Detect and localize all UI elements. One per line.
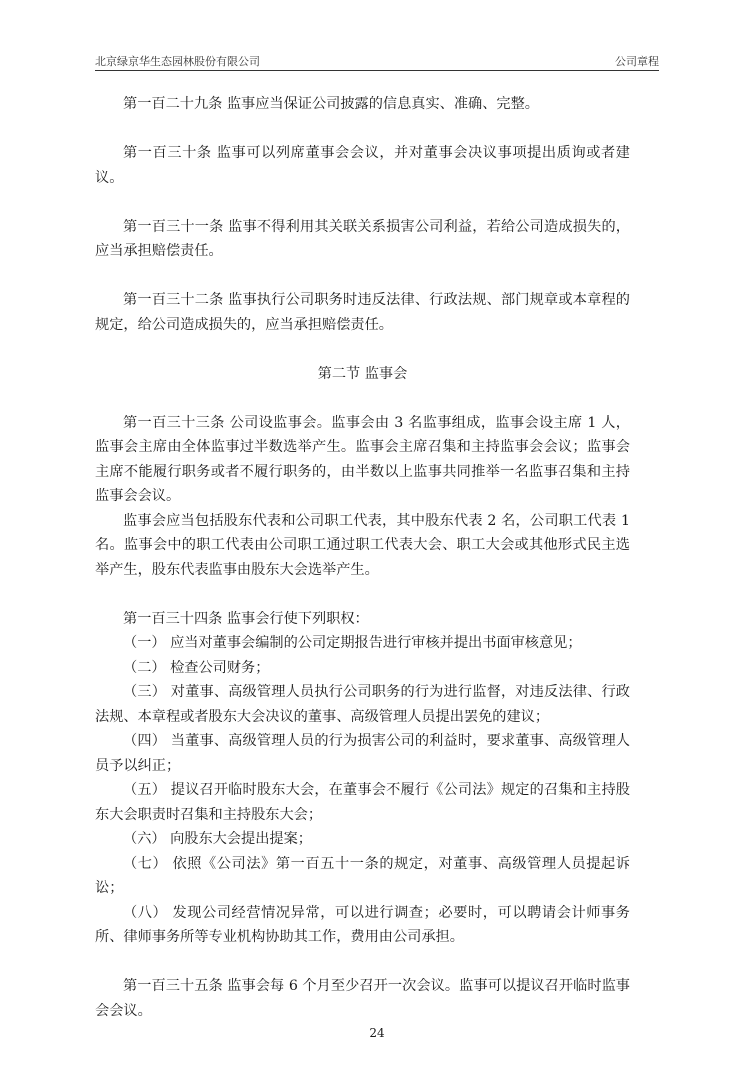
article-135: 第一百三十五条 监事会每 6 个月至少召开一次会议。监事可以提议召开临时监事会会议。 — [95, 978, 630, 1019]
article-132: 第一百三十二条 监事执行公司职务时违反法律、行政法规、部门规章或本章程的规定，给公司造成损失的，应当承担赔偿责任。 — [95, 292, 630, 333]
article-134-item: （三） 对董事、高级管理人员执行公司职务的行为进行监督，对违反法律、行政法规、本章程或者股东大会决议的董事、高级管理人员提出罢免的建议； — [95, 684, 630, 725]
article-133-paragraph-2: 监事会应当包括股东代表和公司职工代表，其中股东代表 2 名，公司职工代表 1 名。监事会中的职工代表由公司职工通过职工代表大会、职工大会或其他形式民主选举产生，股东代表监事由股东大会选举产生。 — [95, 512, 630, 578]
document-body — [95, 92, 630, 1023]
article-134-item: （四） 当董事、高级管理人员的行为损害公司的利益时，要求董事、高级管理人员予以纠正； — [95, 733, 630, 774]
section-title: 第二节 监事会 — [317, 365, 408, 382]
article-134-item: （六） 向股东大会提出提案； — [123, 831, 312, 847]
page-header — [95, 52, 659, 71]
article-134-item: （一） 应当对董事会编制的公司定期报告进行审核并提出书面审核意见； — [123, 635, 582, 651]
header-document-type: 公司章程 — [615, 55, 659, 68]
article-134-intro: 第一百三十四条 监事会行使下列职权： — [123, 610, 369, 627]
article-134-item: （五） 提议召开临时股东大会，在董事会不履行《公司法》规定的召集和主持股东大会职责时召集和主持股东大会； — [95, 782, 630, 823]
page-number: 24 — [369, 1026, 385, 1040]
article-133-paragraph-1: 第一百三十三条 公司设监事会。监事会由 3 名监事组成，监事会设主席 1 人，监事会主席由全体监事过半数选举产生。监事会主席召集和主持监事会会议；监事会主席不能履行职务或者不履行职务的，由半数以上监事共同推举一名监事召集和主持监事会会议。 — [95, 414, 630, 504]
article-134-item: （七） 依照《公司法》第一百五十一条的规定，对董事、高级管理人员提起诉讼； — [95, 855, 630, 896]
article-130: 第一百三十条 监事可以列席董事会会议，并对董事会决议事项提出质询或者建议。 — [95, 145, 630, 186]
article-134-item: （二） 检查公司财务； — [123, 659, 270, 676]
article-134-item: （八） 发现公司经营情况异常，可以进行调查；必要时，可以聘请会计师事务所、律师事务所等专业机构协助其工作，费用由公司承担。 — [95, 904, 630, 945]
article-129: 第一百二十九条 监事应当保证公司披露的信息真实、准确、完整。 — [123, 96, 539, 112]
header-company-name: 北京绿京华生态园林股份有限公司 — [95, 55, 260, 68]
article-131: 第一百三十一条 监事不得利用其关联关系损害公司利益，若给公司造成损失的，应当承担赔偿责任。 — [95, 218, 630, 259]
